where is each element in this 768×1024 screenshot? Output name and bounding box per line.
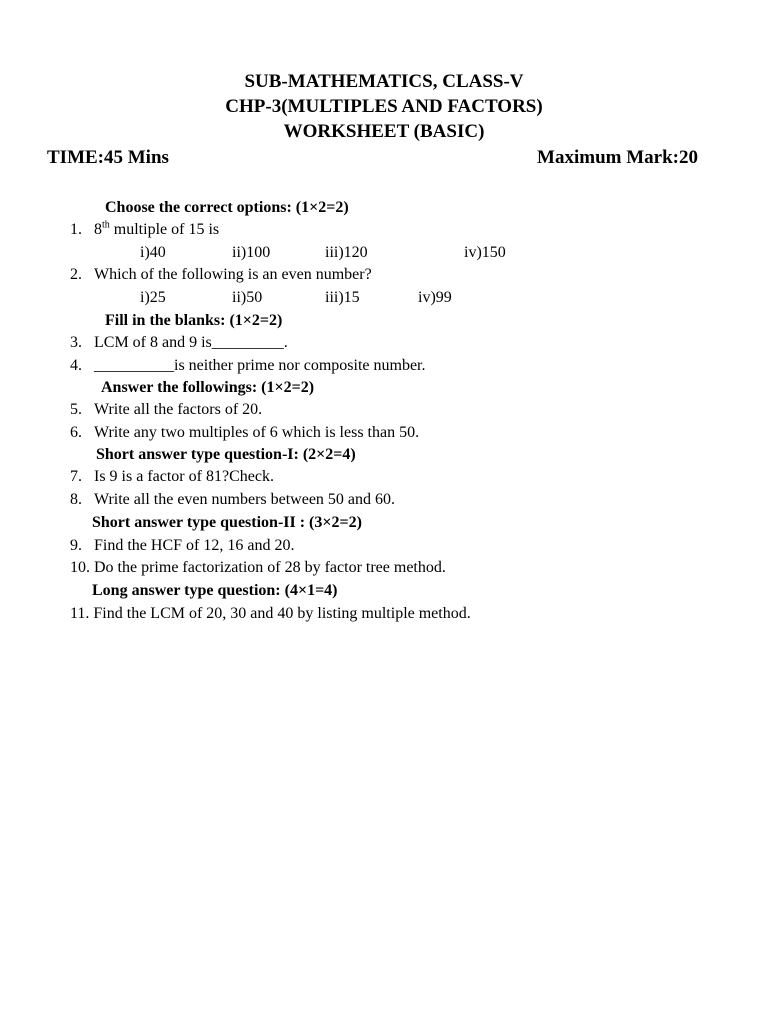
question-text-pre: 8	[94, 221, 102, 238]
question-text: LCM of 8 and 9 is_________.	[94, 334, 288, 351]
question-number: 11.	[70, 605, 90, 622]
question-text: Do the prime factorization of 28 by factor tree method.	[94, 559, 446, 576]
time-label: TIME:45 Mins	[47, 147, 169, 168]
section-long-answer: Long answer type question: (4×1=4)	[92, 582, 338, 599]
question-text: Find the LCM of 20, 30 and 40 by listing multiple method.	[89, 605, 471, 622]
question-9	[70, 536, 294, 556]
q2-option-2: ii)50	[232, 289, 263, 306]
max-mark-label: Maximum Mark:20	[537, 147, 698, 168]
q1-option-3: iii)120	[325, 244, 368, 261]
section-mcq: Choose the correct options: (1×2=2)	[105, 199, 349, 216]
question-number: 9.	[70, 537, 82, 554]
question-4	[70, 356, 426, 376]
question-number: 1.	[70, 221, 82, 238]
question-text-sup: th	[102, 219, 110, 231]
question-text: __________is neither prime nor composite number.	[94, 357, 426, 374]
question-text-post: multiple of 15 is	[109, 221, 220, 238]
q1-option-4: iv)150	[464, 244, 506, 261]
question-number: 2.	[70, 266, 82, 283]
question-5	[70, 400, 262, 420]
question-text: Write all the factors of 20.	[94, 401, 263, 418]
question-text: Find the HCF of 12, 16 and 20.	[94, 537, 295, 554]
q1-option-2: ii)100	[232, 244, 271, 261]
question-number: 8.	[70, 491, 82, 508]
section-short-answer-1: Short answer type question-I: (2×2=4)	[96, 446, 356, 463]
section-fill-blanks: Fill in the blanks: (1×2=2)	[105, 312, 283, 329]
question-text: Write all the even numbers between 50 and 60.	[94, 491, 396, 508]
question-1	[70, 220, 219, 240]
worksheet-title: WORKSHEET (BASIC)	[283, 121, 485, 142]
section-answer: Answer the followings: (1×2=2)	[101, 379, 315, 396]
q2-option-3: iii)15	[325, 289, 360, 306]
question-6	[70, 423, 419, 443]
question-text: Write any two multiples of 6 which is less than 50.	[94, 424, 420, 441]
question-number: 4.	[70, 357, 82, 374]
question-7	[70, 467, 274, 487]
question-text: Which of the following is an even number?	[94, 266, 372, 283]
question-number: 10.	[70, 559, 90, 576]
q1-option-1: i)40	[140, 244, 166, 261]
question-number: 6.	[70, 424, 82, 441]
chapter-title: CHP-3(MULTIPLES AND FACTORS)	[225, 96, 543, 117]
question-8	[70, 490, 395, 510]
subject-title: SUB-MATHEMATICS, CLASS-V	[244, 71, 524, 92]
question-number: 5.	[70, 401, 82, 418]
question-3	[70, 333, 288, 353]
question-text: Is 9 is a factor of 81?Check.	[94, 468, 274, 485]
question-11	[70, 604, 471, 624]
section-short-answer-2: Short answer type question-II : (3×2=2)	[92, 514, 362, 531]
question-number: 3.	[70, 334, 82, 351]
question-10	[70, 558, 446, 578]
question-2	[70, 265, 372, 285]
question-number: 7.	[70, 468, 82, 485]
q2-option-1: i)25	[140, 289, 166, 306]
q2-option-4: iv)99	[418, 289, 452, 306]
